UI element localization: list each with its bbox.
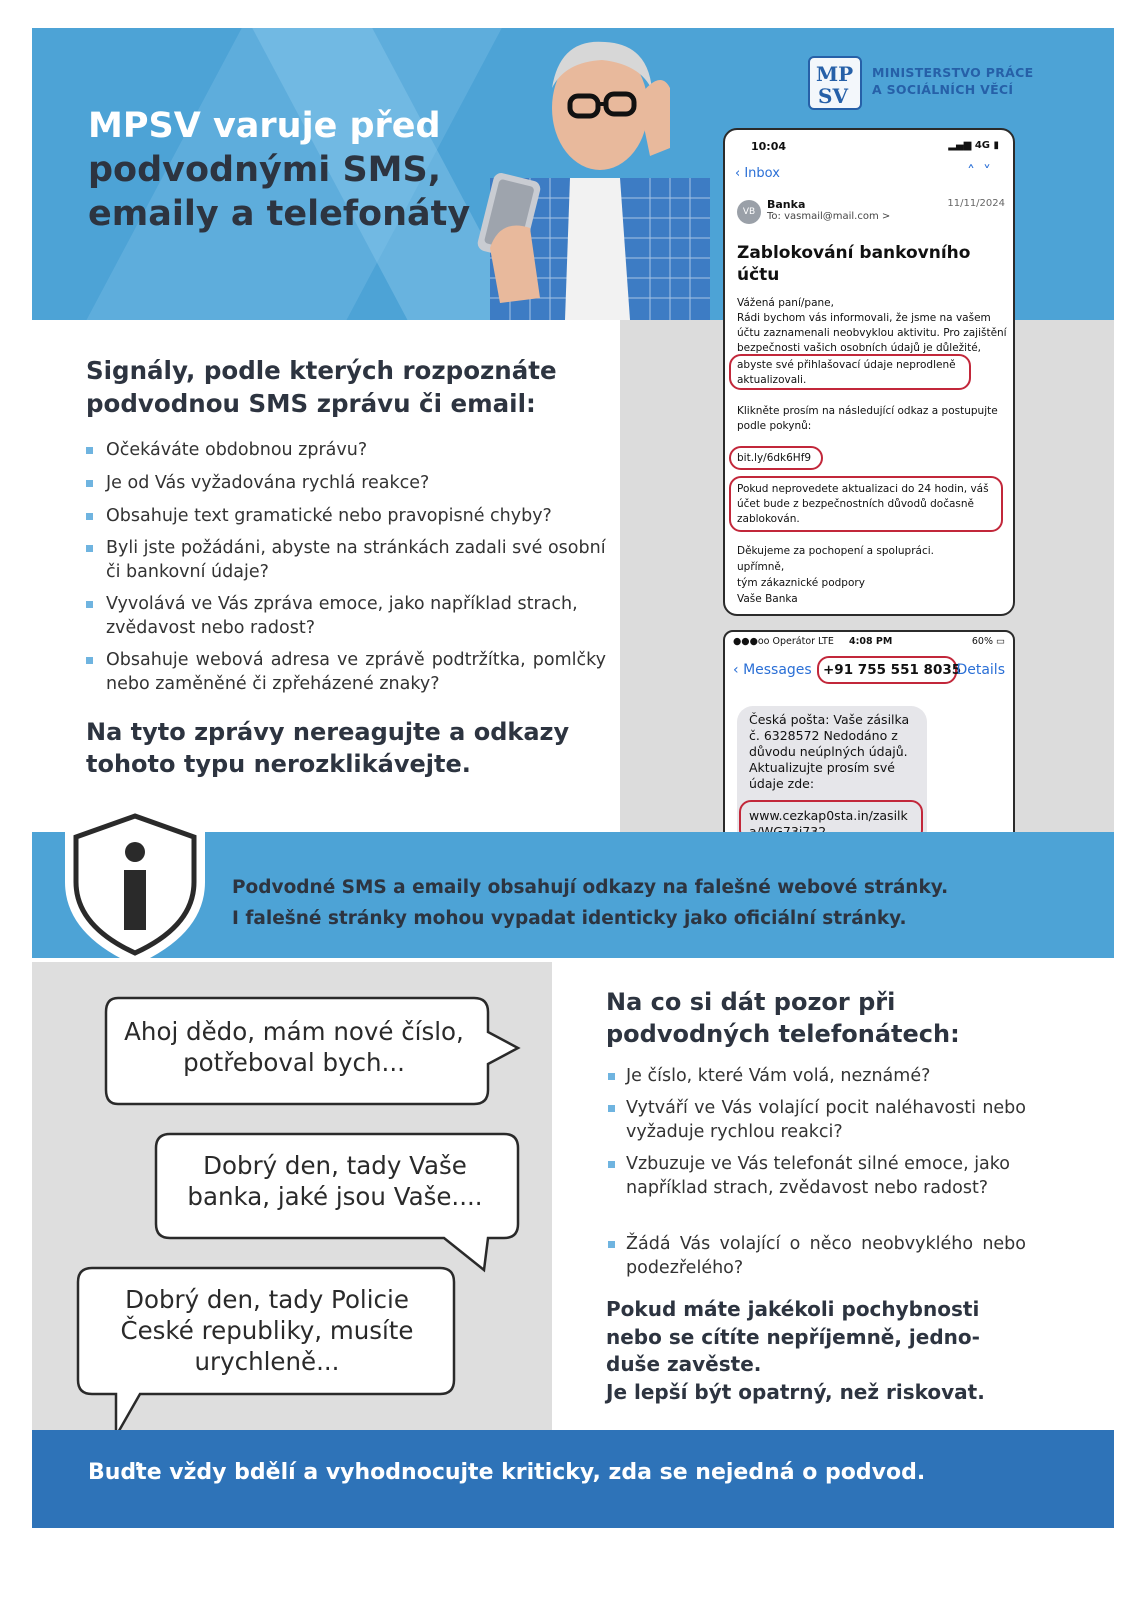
phishing-link[interactable]: bit.ly/6dk6Hf9	[737, 452, 812, 464]
email-phone-mockup	[723, 128, 1015, 616]
email-greeting: Vážená paní/pane,	[737, 297, 834, 309]
message-nav-arrows[interactable]	[967, 162, 999, 181]
list-item: Vyvolává ve Vás zpráva emoce, jako například strach, zvědavost nebo radost?	[106, 592, 606, 640]
messages-label: Messages	[743, 662, 812, 678]
speech-bubble-text: Dobrý den, tady Policie České republiky, musíte urychleně...	[120, 1285, 414, 1376]
sms-message: Česká pošta: Vaše zásilka č. 6328572 Nedodáno z důvodu neúplných údajů. Aktualizujte prosím své údaje zde:	[749, 712, 910, 791]
list-item: Obsahuje text gramatické nebo pravopisné chyby?	[106, 504, 606, 528]
list-item: Vytváří ve Vás volající pocit naléhavosti nebo vyžaduje rychlou reakci?	[626, 1098, 1026, 1142]
chevron-left-icon: ‹	[733, 662, 744, 678]
calls-section-heading	[606, 986, 960, 1050]
email-sender: Banka	[767, 198, 806, 211]
info-line: Podvodné SMS a emaily obsahují odkazy na falešné webové stránky.	[232, 877, 949, 898]
ministry-name-line: MINISTERSTVO PRÁCE	[872, 65, 1034, 80]
email-paragraph: Klikněte prosím na následující odkaz a postupujte podle pokynů:	[737, 405, 998, 432]
page-title	[88, 104, 470, 236]
advice-line: nebo se cítíte nepříjemně, jedno-	[606, 1324, 980, 1349]
email-closing: Vaše Banka	[737, 593, 798, 605]
battery-icon: ▮	[993, 140, 999, 151]
heading-line: Signály, podle kterých rozpoznáte	[86, 356, 557, 385]
list-item: Očekáváte obdobnou zprávu?	[106, 438, 606, 462]
ministry-name-line: A SOCIÁLNÍCH VĚCÍ	[872, 82, 1014, 97]
email-subject: Zablokování bankovního účtu	[737, 243, 971, 285]
avatar: VB	[737, 200, 761, 224]
heading-line: Na co si dát pozor při	[606, 988, 896, 1016]
conclusion-line: tohoto typu nerozklikávejte.	[86, 750, 471, 778]
list-item: Obsahuje webová adresa ve zprávě podtržítka, pomlčky nebo zaměněné či zpřeházené znaky?	[106, 650, 606, 694]
signal-indicator	[948, 140, 999, 151]
carrier-status: ●●●oo Operátor LTE	[733, 636, 834, 647]
list-item: Žádá Vás volající o něco neobvyklého nebo podezřelého?	[626, 1234, 1026, 1278]
network-label: 4G	[974, 140, 990, 151]
ministry-name	[872, 64, 1033, 98]
sms-section-heading	[86, 354, 557, 420]
chevron-down-icon[interactable]: ˅	[983, 162, 999, 181]
chevron-up-icon[interactable]: ˄	[967, 162, 983, 181]
messages-back-link[interactable]	[733, 662, 812, 678]
email-date: 11/11/2024	[947, 198, 1005, 209]
email-closing: tým zákaznické podpory	[737, 577, 865, 589]
email-closing: upřímně,	[737, 561, 785, 573]
speech-bubble-text: Ahoj dědo, mám nové číslo, potřeboval bych...	[124, 1017, 464, 1077]
email-thanks: Děkujeme za pochopení a spolupráci.	[737, 545, 934, 557]
list-item: Vzbuzuje ve Vás telefonát silné emoce, jako například strach, zvědavost nebo radost?	[626, 1152, 1026, 1200]
speech-bubble-text: Dobrý den, tady Vaše banka, jaké jsou Vaše....	[187, 1151, 483, 1211]
senior-man-with-phone-image	[470, 28, 720, 320]
info-message	[232, 872, 1092, 934]
email-paragraph: Rádi bychom vás informovali, že jsme na vašem účtu zaznamenali neobvyklou aktivitu. Pro zajištění bezpečnosti vašich osobních údajů je důležité,	[737, 312, 1007, 354]
email-recipient: To: vasmail@mail.com >	[767, 211, 891, 222]
title-line: podvodnými SMS,	[88, 150, 441, 190]
logo-letters: MP	[816, 62, 854, 86]
heading-line: podvodnou SMS zprávu či email:	[86, 389, 536, 418]
chevron-left-icon: ‹	[735, 166, 745, 181]
inbox-back-link[interactable]	[735, 166, 780, 181]
conclusion-line: Na tyto zprávy nereagujte a odkazy	[86, 718, 570, 746]
signal-icon: ▂▄▆	[948, 140, 975, 151]
email-highlighted-text: abyste své přihlašovací údaje neprodleně aktualizovali.	[737, 359, 956, 386]
advice-line: Je lepší být opatrný, než riskovat.	[606, 1379, 985, 1404]
sms-phishing-link[interactable]: www.cezkap0sta.in/zasilk	[749, 808, 908, 823]
ministry-logo	[808, 56, 1058, 116]
phone-time: 10:04	[751, 140, 787, 153]
title-line: MPSV varuje před	[88, 106, 441, 146]
mpsv-logo-mark	[808, 56, 862, 110]
info-line: I falešné stránky mohou vypadat identicky jako oficiální stránky.	[232, 908, 907, 929]
footer-message: Buďte vždy bdělí a vyhodnocujte kriticky, zda se nejedná o podvod.	[88, 1460, 926, 1485]
details-link[interactable]: Details	[956, 662, 1005, 678]
advice-line: duše zavěste.	[606, 1352, 762, 1376]
battery-percent: 60%	[971, 636, 993, 647]
phone-time: 4:08 PM	[849, 636, 893, 647]
inbox-label: Inbox	[744, 166, 780, 181]
calls-advice	[606, 1296, 1036, 1406]
list-item: Je číslo, které Vám volá, neznámé?	[626, 1064, 1026, 1088]
list-item: Byli jste požádáni, abyste na stránkách zadali své osobní či bankovní údaje?	[106, 538, 606, 582]
shield-info-icon	[60, 802, 210, 968]
list-item: Je od Vás vyžadována rychlá reakce?	[106, 471, 606, 495]
advice-line: Pokud máte jakékoli pochybnosti	[606, 1297, 980, 1321]
logo-letters: SV	[818, 84, 848, 108]
email-warning: Pokud neprovedete aktualizaci do 24 hodin, váš účet bude z bezpečnostních důvodů dočasně zablokován.	[737, 483, 989, 525]
battery-status	[972, 636, 1005, 647]
sender-number: +91 755 551 8035	[823, 662, 962, 678]
title-line: emaily a telefonáty	[88, 194, 471, 234]
sms-phone-mockup	[723, 630, 1015, 856]
heading-line: podvodných telefonátech:	[606, 1020, 960, 1048]
sms-conclusion	[86, 716, 569, 780]
battery-icon: ▭	[996, 636, 1005, 647]
